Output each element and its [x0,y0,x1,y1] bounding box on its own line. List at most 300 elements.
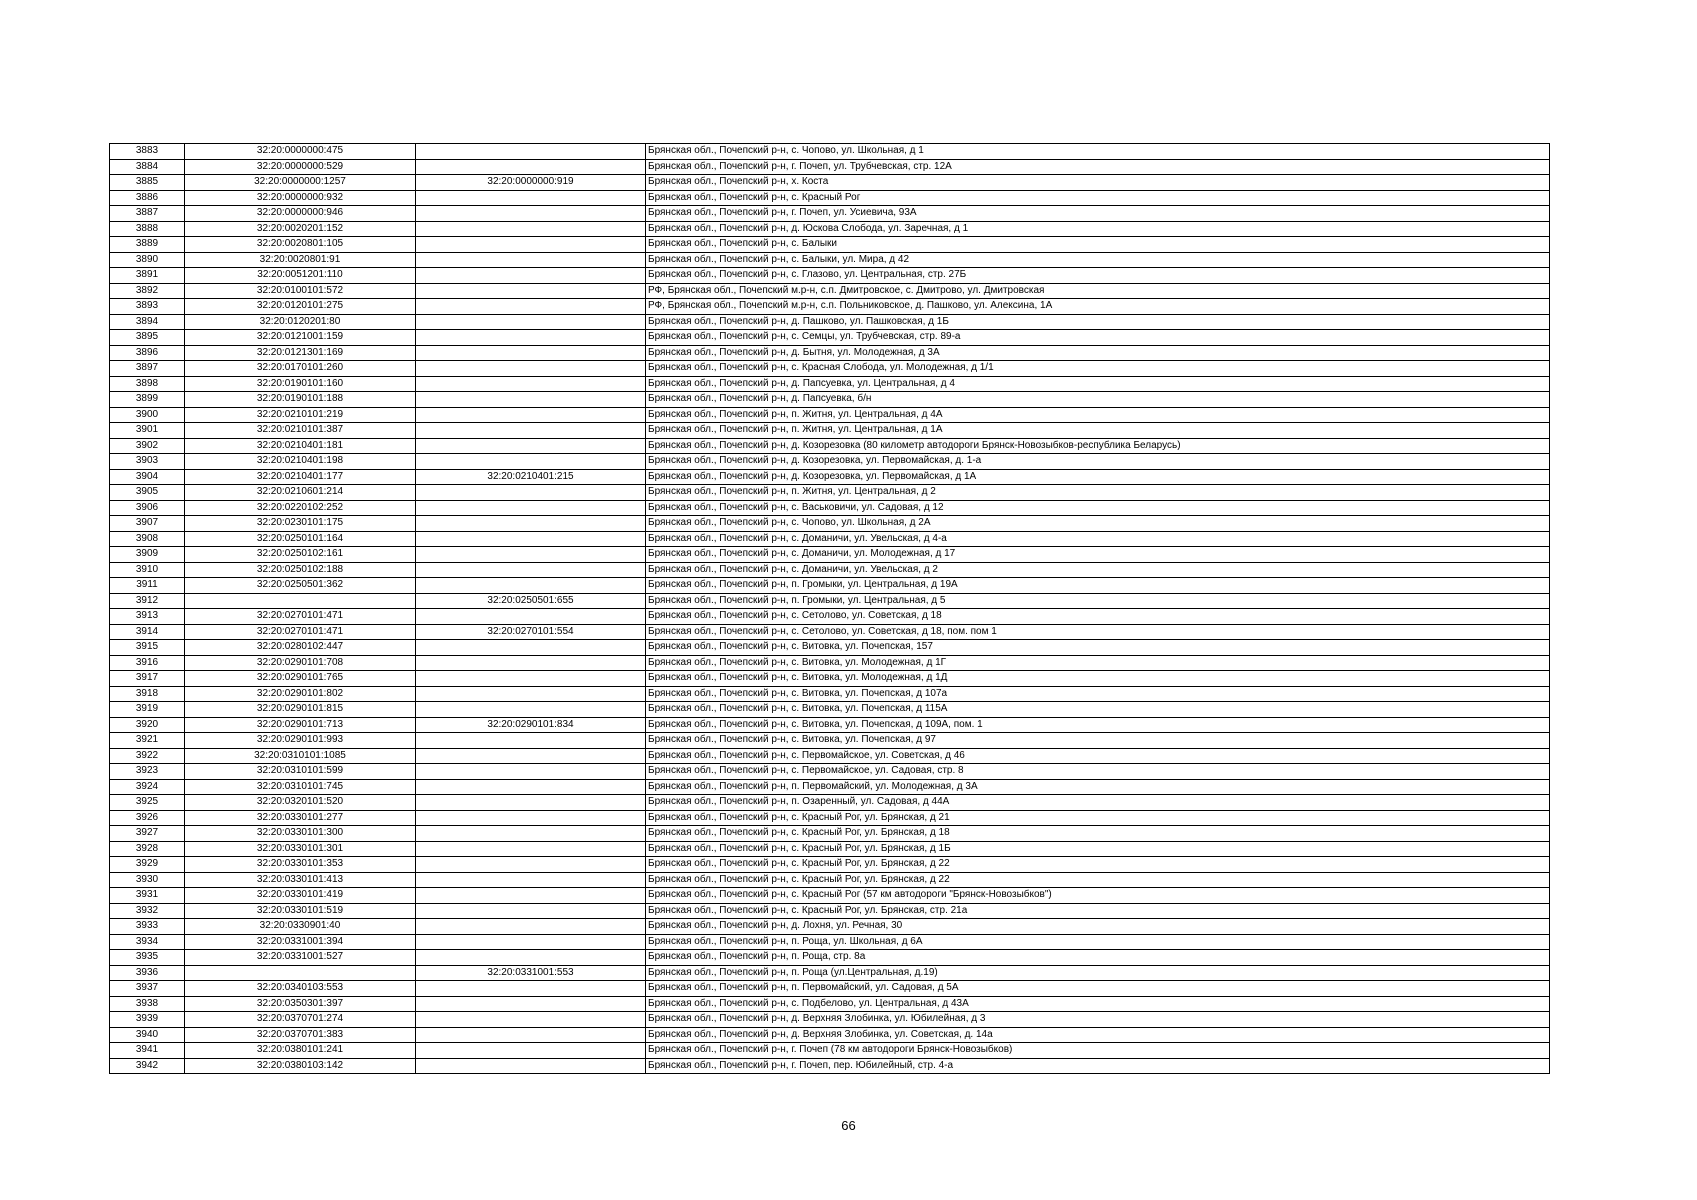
cadastral-number-cell: 32:20:0290101:713 [185,717,416,733]
row-number-cell: 3895 [110,330,185,346]
related-cadastral-number-cell [416,438,646,454]
row-number-cell: 3922 [110,748,185,764]
cadastral-number-cell: 32:20:0121301:169 [185,345,416,361]
related-cadastral-number-cell [416,640,646,656]
related-cadastral-number-cell [416,748,646,764]
related-cadastral-number-cell [416,578,646,594]
row-number-cell: 3906 [110,500,185,516]
table-row [110,423,1550,439]
row-number-cell: 3931 [110,888,185,904]
table-row [110,655,1550,671]
row-number-cell: 3902 [110,438,185,454]
row-number-cell: 3898 [110,376,185,392]
row-number-cell: 3919 [110,702,185,718]
related-cadastral-number-cell [416,376,646,392]
table-row [110,919,1550,935]
cadastral-number-cell: 32:20:0170101:260 [185,361,416,377]
address-cell: Брянская обл., Почепский р-н, д. Козорезовка, ул. Первомайская, д 1А [646,469,1550,485]
cadastral-number-cell: 32:20:0370701:383 [185,1027,416,1043]
cadastral-number-cell: 32:20:0370701:274 [185,1012,416,1028]
address-cell: Брянская обл., Почепский р-н, п. Первомайский, ул. Садовая, д 5А [646,981,1550,997]
table-row [110,469,1550,485]
row-number-cell: 3915 [110,640,185,656]
address-cell: Брянская обл., Почепский р-н, г. Почеп (78 км автодороги Брянск-Новозыбков) [646,1043,1550,1059]
table-row [110,826,1550,842]
cadastral-number-cell: 32:20:0330101:519 [185,903,416,919]
row-number-cell: 3921 [110,733,185,749]
cadastral-number-cell: 32:20:0331001:394 [185,934,416,950]
related-cadastral-number-cell [416,1027,646,1043]
address-cell: Брянская обл., Почепский р-н, с. Балыки, ул. Мира, д 42 [646,252,1550,268]
cadastral-number-cell: 32:20:0000000:946 [185,206,416,222]
related-cadastral-number-cell [416,268,646,284]
row-number-cell: 3918 [110,686,185,702]
row-number-cell: 3885 [110,175,185,191]
address-cell: Брянская обл., Почепский р-н, д. Папсуевка, б/н [646,392,1550,408]
table-row [110,702,1550,718]
row-number-cell: 3938 [110,996,185,1012]
row-number-cell: 3923 [110,764,185,780]
cadastral-number-cell: 32:20:0330101:277 [185,810,416,826]
related-cadastral-number-cell [416,423,646,439]
related-cadastral-number-cell [416,190,646,206]
row-number-cell: 3929 [110,857,185,873]
table-row [110,1027,1550,1043]
related-cadastral-number-cell [416,934,646,950]
address-cell: Брянская обл., Почепский р-н, п. Первомайский, ул. Молодежная, д 3А [646,779,1550,795]
related-cadastral-number-cell [416,361,646,377]
cadastral-number-cell: 32:20:0290101:802 [185,686,416,702]
address-cell: Брянская обл., Почепский р-н, д. Пашково, ул. Пашковская, д 1Б [646,314,1550,330]
table-body [110,144,1550,1074]
table-row [110,1043,1550,1059]
table-row [110,872,1550,888]
row-number-cell: 3889 [110,237,185,253]
row-number-cell: 3924 [110,779,185,795]
related-cadastral-number-cell [416,159,646,175]
table-row [110,206,1550,222]
table-row [110,857,1550,873]
table-row [110,671,1550,687]
row-number-cell: 3914 [110,624,185,640]
related-cadastral-number-cell [416,547,646,563]
table-row [110,1012,1550,1028]
related-cadastral-number-cell [416,609,646,625]
row-number-cell: 3941 [110,1043,185,1059]
address-cell: Брянская обл., Почепский р-н, д. Лохня, ул. Речная, 30 [646,919,1550,935]
address-cell: Брянская обл., Почепский р-н, с. Красный Рог, ул. Брянская, д 18 [646,826,1550,842]
address-cell: Брянская обл., Почепский р-н, п. Житня, ул. Центральная, д 1А [646,423,1550,439]
cadastral-number-cell: 32:20:0330101:300 [185,826,416,842]
table-row [110,252,1550,268]
related-cadastral-number-cell [416,500,646,516]
row-number-cell: 3933 [110,919,185,935]
address-cell: Брянская обл., Почепский р-н, х. Коста [646,175,1550,191]
row-number-cell: 3937 [110,981,185,997]
cadastral-number-cell: 32:20:0310101:1085 [185,748,416,764]
address-cell: Брянская обл., Почепский р-н, с. Семцы, ул. Трубчевская, стр. 89-а [646,330,1550,346]
table-row [110,764,1550,780]
table-row [110,934,1550,950]
related-cadastral-number-cell: 32:20:0000000:919 [416,175,646,191]
address-cell: Брянская обл., Почепский р-н, с. Витовка, ул. Почепская, д 115А [646,702,1550,718]
address-cell: Брянская обл., Почепский р-н, с. Красный Рог, ул. Брянская, д 21 [646,810,1550,826]
cadastral-number-cell: 32:20:0330101:353 [185,857,416,873]
row-number-cell: 3886 [110,190,185,206]
row-number-cell: 3905 [110,485,185,501]
row-number-cell: 3896 [110,345,185,361]
address-cell: Брянская обл., Почепский р-н, с. Красный Рог, ул. Брянская, стр. 21а [646,903,1550,919]
address-cell: РФ, Брянская обл., Почепский м.р-н, с.п. Дмитровское, с. Дмитрово, ул. Дмитровская [646,283,1550,299]
row-number-cell: 3887 [110,206,185,222]
table-row [110,733,1550,749]
related-cadastral-number-cell [416,516,646,532]
related-cadastral-number-cell [416,237,646,253]
address-cell: Брянская обл., Почепский р-н, п. Роща (ул.Центральная, д.19) [646,965,1550,981]
related-cadastral-number-cell [416,221,646,237]
address-cell: Брянская обл., Почепский р-н, с. Красный Рог, ул. Брянская, д 1Б [646,841,1550,857]
cadastral-number-cell: 32:20:0310101:745 [185,779,416,795]
row-number-cell: 3936 [110,965,185,981]
address-cell: Брянская обл., Почепский р-н, с. Чопово, ул. Школьная, д 2А [646,516,1550,532]
cadastral-number-cell: 32:20:0250101:164 [185,531,416,547]
related-cadastral-number-cell [416,671,646,687]
address-cell: Брянская обл., Почепский р-н, с. Первомайское, ул. Садовая, стр. 8 [646,764,1550,780]
address-cell: Брянская обл., Почепский р-н, д. Юскова Слобода, ул. Заречная, д 1 [646,221,1550,237]
related-cadastral-number-cell [416,562,646,578]
row-number-cell: 3942 [110,1058,185,1074]
cadastral-number-cell: 32:20:0210401:177 [185,469,416,485]
row-number-cell: 3891 [110,268,185,284]
table-row [110,717,1550,733]
row-number-cell: 3935 [110,950,185,966]
address-cell: Брянская обл., Почепский р-н, с. Красный Рог (57 км автодороги "Брянск-Новозыбков") [646,888,1550,904]
related-cadastral-number-cell [416,454,646,470]
cadastral-number-cell: 32:20:0380101:241 [185,1043,416,1059]
related-cadastral-number-cell [416,841,646,857]
table-row [110,454,1550,470]
row-number-cell: 3925 [110,795,185,811]
table-row [110,888,1550,904]
address-cell: Брянская обл., Почепский р-н, д. Козорезовка (80 километр автодороги Брянск-Новозыбков-республика Беларусь) [646,438,1550,454]
related-cadastral-number-cell [416,314,646,330]
row-number-cell: 3893 [110,299,185,315]
row-number-cell: 3909 [110,547,185,563]
address-cell: Брянская обл., Почепский р-н, с. Чопово, ул. Школьная, д 1 [646,144,1550,160]
row-number-cell: 3900 [110,407,185,423]
address-cell: Брянская обл., Почепский р-н, г. Почеп, ул. Усиевича, 93А [646,206,1550,222]
table-row [110,190,1550,206]
table-row [110,237,1550,253]
related-cadastral-number-cell: 32:20:0270101:554 [416,624,646,640]
table-row [110,996,1550,1012]
related-cadastral-number-cell [416,206,646,222]
table-row [110,841,1550,857]
table-row [110,810,1550,826]
table-row [110,686,1550,702]
address-cell: Брянская обл., Почепский р-н, с. Сетолово, ул. Советская, д 18, пом. пом 1 [646,624,1550,640]
cadastral-number-cell: 32:20:0290101:708 [185,655,416,671]
cadastral-number-cell: 32:20:0230101:175 [185,516,416,532]
table-row [110,547,1550,563]
row-number-cell: 3910 [110,562,185,578]
row-number-cell: 3930 [110,872,185,888]
address-cell: РФ, Брянская обл., Почепский м.р-н, с.п. Польниковское, д. Пашково, ул. Алексина, 1А [646,299,1550,315]
address-cell: Брянская обл., Почепский р-н, п. Житня, ул. Центральная, д 2 [646,485,1550,501]
cadastral-number-cell: 32:20:0210101:219 [185,407,416,423]
address-cell: Брянская обл., Почепский р-н, д. Козорезовка, ул. Первомайская, д. 1-а [646,454,1550,470]
cadastral-number-cell: 32:20:0020801:91 [185,252,416,268]
cadastral-number-cell: 32:20:0000000:475 [185,144,416,160]
row-number-cell: 3907 [110,516,185,532]
cadastral-number-cell: 32:20:0190101:160 [185,376,416,392]
address-cell: Брянская обл., Почепский р-н, п. Роща, стр. 8а [646,950,1550,966]
address-cell: Брянская обл., Почепский р-н, с. Первомайское, ул. Советская, д 46 [646,748,1550,764]
table-row [110,795,1550,811]
cadastral-number-cell: 32:20:0210601:214 [185,485,416,501]
row-number-cell: 3904 [110,469,185,485]
cadastral-number-cell: 32:20:0210401:198 [185,454,416,470]
row-number-cell: 3899 [110,392,185,408]
address-cell: Брянская обл., Почепский р-н, с. Доманичи, ул. Увельская, д 2 [646,562,1550,578]
cadastral-number-cell: 32:20:0051201:110 [185,268,416,284]
related-cadastral-number-cell [416,950,646,966]
related-cadastral-number-cell [416,144,646,160]
cadastral-number-cell: 32:20:0020201:152 [185,221,416,237]
cadastral-number-cell: 32:20:0250102:161 [185,547,416,563]
address-cell: Брянская обл., Почепский р-н, д. Верхняя Злобинка, ул. Советская, д. 14а [646,1027,1550,1043]
related-cadastral-number-cell: 32:20:0331001:553 [416,965,646,981]
cadastral-number-cell: 32:20:0290101:765 [185,671,416,687]
table-row [110,965,1550,981]
table-row [110,1058,1550,1074]
address-cell: Брянская обл., Почепский р-н, с. Красный Рог, ул. Брянская, д 22 [646,857,1550,873]
cadastral-number-cell: 32:20:0310101:599 [185,764,416,780]
related-cadastral-number-cell [416,485,646,501]
table-row [110,159,1550,175]
row-number-cell: 3934 [110,934,185,950]
table-row [110,268,1550,284]
cadastral-number-cell [185,593,416,609]
address-cell: Брянская обл., Почепский р-н, г. Почеп, пер. Юбилейный, стр. 4-а [646,1058,1550,1074]
table-row [110,903,1550,919]
address-cell: Брянская обл., Почепский р-н, с. Витовка, ул. Молодежная, д 1Г [646,655,1550,671]
table-row [110,500,1550,516]
table-row [110,299,1550,315]
address-cell: Брянская обл., Почепский р-н, д. Папсуевка, ул. Центральная, д 4 [646,376,1550,392]
address-cell: Брянская обл., Почепский р-н, п. Житня, ул. Центральная, д 4А [646,407,1550,423]
table-row [110,578,1550,594]
row-number-cell: 3888 [110,221,185,237]
table-row [110,609,1550,625]
table-row [110,950,1550,966]
related-cadastral-number-cell [416,810,646,826]
row-number-cell: 3927 [110,826,185,842]
related-cadastral-number-cell [416,903,646,919]
table-row [110,392,1550,408]
row-number-cell: 3894 [110,314,185,330]
related-cadastral-number-cell [416,857,646,873]
related-cadastral-number-cell [416,1012,646,1028]
address-cell: Брянская обл., Почепский р-н, с. Витовка, ул. Почепская, д 107а [646,686,1550,702]
page-number: 66 [841,1118,856,1133]
address-cell: Брянская обл., Почепский р-н, с. Красная Слобода, ул. Молодежная, д 1/1 [646,361,1550,377]
related-cadastral-number-cell [416,1043,646,1059]
row-number-cell: 3897 [110,361,185,377]
cadastral-number-cell: 32:20:0380103:142 [185,1058,416,1074]
row-number-cell: 3926 [110,810,185,826]
related-cadastral-number-cell [416,702,646,718]
table-row [110,144,1550,160]
cadastral-number-cell: 32:20:0280102:447 [185,640,416,656]
related-cadastral-number-cell [416,392,646,408]
cadastral-number-cell: 32:20:0290101:815 [185,702,416,718]
cadastral-number-cell: 32:20:0000000:1257 [185,175,416,191]
table-row [110,345,1550,361]
cadastral-number-cell [185,965,416,981]
row-number-cell: 3884 [110,159,185,175]
related-cadastral-number-cell [416,252,646,268]
address-cell: Брянская обл., Почепский р-н, с. Красный Рог, ул. Брянская, д 22 [646,872,1550,888]
row-number-cell: 3916 [110,655,185,671]
cadastral-number-cell: 32:20:0340103:553 [185,981,416,997]
row-number-cell: 3932 [110,903,185,919]
address-cell: Брянская обл., Почепский р-н, д. Верхняя Злобинка, ул. Юбилейная, д 3 [646,1012,1550,1028]
cadastral-number-cell: 32:20:0210401:181 [185,438,416,454]
related-cadastral-number-cell [416,299,646,315]
cadastral-number-cell: 32:20:0250102:188 [185,562,416,578]
related-cadastral-number-cell [416,283,646,299]
row-number-cell: 3903 [110,454,185,470]
address-cell: Брянская обл., Почепский р-н, с. Васьковичи, ул. Садовая, д 12 [646,500,1550,516]
address-cell: Брянская обл., Почепский р-н, с. Глазово, ул. Центральная, стр. 27Б [646,268,1550,284]
cadastral-number-cell: 32:20:0270101:471 [185,609,416,625]
table-row [110,314,1550,330]
related-cadastral-number-cell [416,981,646,997]
cadastral-number-cell: 32:20:0270101:471 [185,624,416,640]
related-cadastral-number-cell [416,686,646,702]
table-row [110,438,1550,454]
cadastral-number-cell: 32:20:0120201:80 [185,314,416,330]
table-row [110,531,1550,547]
related-cadastral-number-cell [416,330,646,346]
cadastral-number-cell: 32:20:0190101:188 [185,392,416,408]
related-cadastral-number-cell [416,826,646,842]
address-cell: Брянская обл., Почепский р-н, п. Громыки, ул. Центральная, д 19А [646,578,1550,594]
row-number-cell: 3890 [110,252,185,268]
address-cell: Брянская обл., Почепский р-н, с. Витовка, ул. Почепская, д 109А, пом. 1 [646,717,1550,733]
table-row [110,562,1550,578]
cadastral-number-cell: 32:20:0220102:252 [185,500,416,516]
row-number-cell: 3901 [110,423,185,439]
related-cadastral-number-cell [416,764,646,780]
cadastral-number-cell: 32:20:0100101:572 [185,283,416,299]
table-row [110,981,1550,997]
cadastral-number-cell: 32:20:0121001:159 [185,330,416,346]
related-cadastral-number-cell: 32:20:0210401:215 [416,469,646,485]
address-cell: Брянская обл., Почепский р-н, с. Доманичи, ул. Молодежная, д 17 [646,547,1550,563]
address-cell: Брянская обл., Почепский р-н, с. Витовка, ул. Почепская, д 97 [646,733,1550,749]
cadastral-number-cell: 32:20:0210101:387 [185,423,416,439]
address-cell: Брянская обл., Почепский р-н, г. Почеп, ул. Трубчевская, стр. 12А [646,159,1550,175]
cadastral-number-cell: 32:20:0000000:932 [185,190,416,206]
table-row [110,407,1550,423]
table-row [110,175,1550,191]
related-cadastral-number-cell [416,733,646,749]
row-number-cell: 3940 [110,1027,185,1043]
cadastral-number-cell: 32:20:0000000:529 [185,159,416,175]
table-row [110,361,1550,377]
table-row [110,376,1550,392]
row-number-cell: 3920 [110,717,185,733]
cadastral-number-cell: 32:20:0350301:397 [185,996,416,1012]
address-cell: Брянская обл., Почепский р-н, с. Подбелово, ул. Центральная, д 43А [646,996,1550,1012]
related-cadastral-number-cell [416,345,646,361]
table-row [110,624,1550,640]
table-row [110,593,1550,609]
address-cell: Брянская обл., Почепский р-н, п. Озаренный, ул. Садовая, д 44А [646,795,1550,811]
row-number-cell: 3883 [110,144,185,160]
address-cell: Брянская обл., Почепский р-н, с. Красный Рог [646,190,1550,206]
related-cadastral-number-cell [416,795,646,811]
table-row [110,779,1550,795]
table-row [110,748,1550,764]
address-cell: Брянская обл., Почепский р-н, п. Роща, ул. Школьная, д 6А [646,934,1550,950]
table-row [110,283,1550,299]
cadastral-number-cell: 32:20:0330101:301 [185,841,416,857]
address-cell: Брянская обл., Почепский р-н, с. Сетолово, ул. Советская, д 18 [646,609,1550,625]
cadastral-number-cell: 32:20:0330101:413 [185,872,416,888]
cadastral-number-cell: 32:20:0020801:105 [185,237,416,253]
table-row [110,221,1550,237]
related-cadastral-number-cell [416,531,646,547]
address-cell: Брянская обл., Почепский р-н, п. Громыки, ул. Центральная, д 5 [646,593,1550,609]
related-cadastral-number-cell [416,655,646,671]
cadastral-number-cell: 32:20:0290101:993 [185,733,416,749]
table-row [110,485,1550,501]
row-number-cell: 3911 [110,578,185,594]
property-table [109,143,1550,1074]
related-cadastral-number-cell: 32:20:0250501:655 [416,593,646,609]
related-cadastral-number-cell [416,407,646,423]
table-row [110,640,1550,656]
row-number-cell: 3908 [110,531,185,547]
row-number-cell: 3912 [110,593,185,609]
related-cadastral-number-cell [416,996,646,1012]
address-cell: Брянская обл., Почепский р-н, с. Доманичи, ул. Увельская, д 4-а [646,531,1550,547]
cadastral-number-cell: 32:20:0330901:40 [185,919,416,935]
cadastral-number-cell: 32:20:0250501:362 [185,578,416,594]
address-cell: Брянская обл., Почепский р-н, с. Витовка, ул. Молодежная, д 1Д [646,671,1550,687]
related-cadastral-number-cell [416,919,646,935]
related-cadastral-number-cell [416,872,646,888]
address-cell: Брянская обл., Почепский р-н, д. Бытня, ул. Молодежная, д 3А [646,345,1550,361]
related-cadastral-number-cell: 32:20:0290101:834 [416,717,646,733]
related-cadastral-number-cell [416,1058,646,1074]
row-number-cell: 3913 [110,609,185,625]
related-cadastral-number-cell [416,888,646,904]
table-row [110,330,1550,346]
address-cell: Брянская обл., Почепский р-н, с. Витовка, ул. Почепская, 157 [646,640,1550,656]
row-number-cell: 3892 [110,283,185,299]
related-cadastral-number-cell [416,779,646,795]
cadastral-number-cell: 32:20:0320101:520 [185,795,416,811]
cadastral-number-cell: 32:20:0331001:527 [185,950,416,966]
row-number-cell: 3939 [110,1012,185,1028]
address-cell: Брянская обл., Почепский р-н, с. Балыки [646,237,1550,253]
table-row [110,516,1550,532]
cadastral-number-cell: 32:20:0120101:275 [185,299,416,315]
